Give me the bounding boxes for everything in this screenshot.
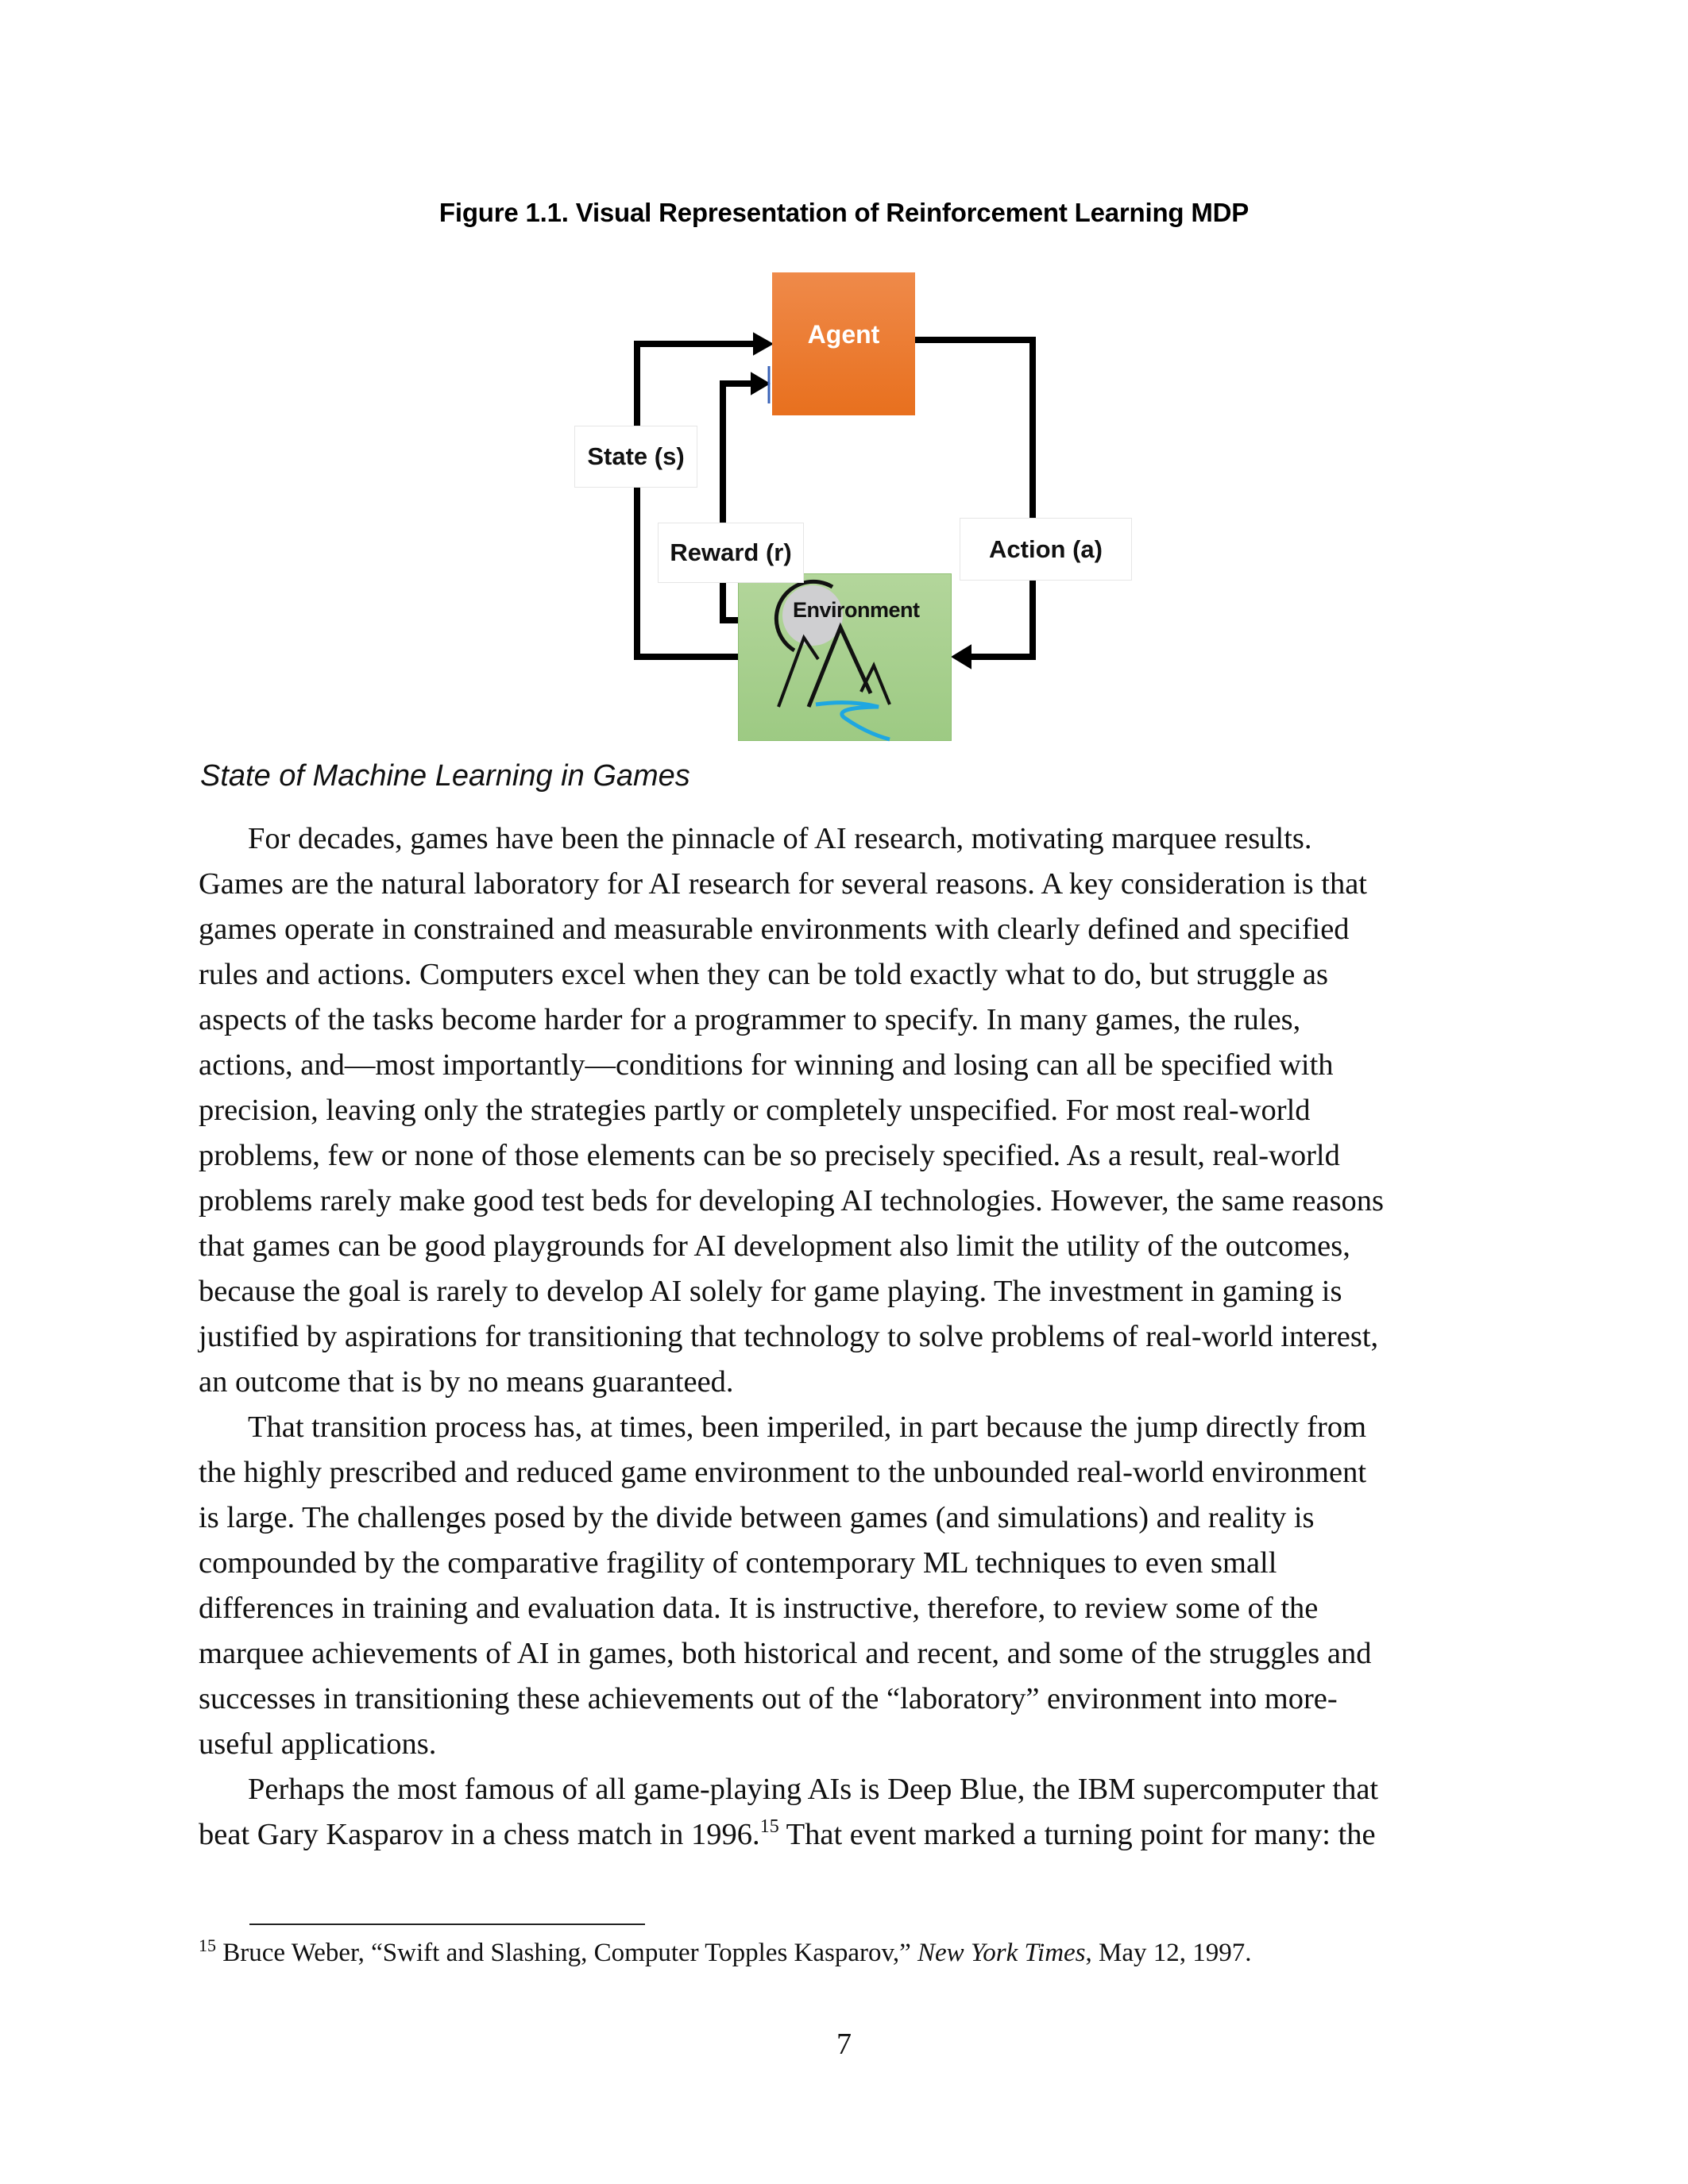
paragraph-text: beat Gary Kasparov in a chess match in 1996. bbox=[199, 1818, 760, 1851]
footnote-text: Bruce Weber, “Swift and Slashing, Computer Topples Kasparov,” bbox=[216, 1939, 918, 1967]
reward-label: Reward (r) bbox=[658, 523, 804, 583]
action-arrowhead bbox=[952, 646, 971, 668]
paragraph-line: because the goal is rarely to develop AI solely for game playing. The investment in gaming is bbox=[199, 1275, 1342, 1308]
paragraph-line bbox=[199, 1816, 1376, 1851]
paragraph-line: games operate in constrained and measurable environments with clearly defined and specified bbox=[199, 913, 1350, 946]
page-number: 7 bbox=[836, 2028, 852, 2061]
paragraph-line: That transition process has, at times, been imperiled, in part because the jump directly from bbox=[248, 1410, 1367, 1444]
paragraph-line: Games are the natural laboratory for AI research for several reasons. A key consideration is that bbox=[199, 867, 1367, 901]
footnote bbox=[199, 1935, 1252, 1968]
state-arrowhead bbox=[754, 334, 772, 354]
agent-label: Agent bbox=[807, 320, 880, 349]
reward-arrowhead bbox=[751, 373, 769, 394]
state-label: State (s) bbox=[574, 426, 697, 488]
figure-caption: Figure 1.1. Visual Representation of Reinforcement Learning MDP bbox=[438, 198, 1250, 227]
paragraph-line: aspects of the tasks become harder for a programmer to specify. In many games, the rules, bbox=[199, 1003, 1301, 1036]
rl-mdp-diagram bbox=[0, 0, 1688, 762]
paragraph-line: is large. The challenges posed by the divide between games (and simulations) and reality is bbox=[199, 1501, 1315, 1534]
paragraph-line: marquee achievements of AI in games, both historical and recent, and some of the struggles and bbox=[199, 1637, 1372, 1670]
environment-node bbox=[738, 573, 952, 741]
section-heading: State of Machine Learning in Games bbox=[200, 759, 690, 793]
paragraph-line: actions, and—most importantly—conditions for winning and losing can all be specified with bbox=[199, 1048, 1334, 1082]
mountain-peak-right bbox=[861, 666, 890, 704]
paragraph-line: problems rarely make good test beds for developing AI technologies. However, the same reasons bbox=[199, 1184, 1385, 1217]
action-label: Action (a) bbox=[960, 518, 1132, 581]
environment-label: Environment bbox=[793, 598, 920, 622]
footnote-number: 15 bbox=[199, 1935, 216, 1955]
paragraph-line: precision, leaving only the strategies partly or completely unspecified. For most real-world bbox=[199, 1094, 1311, 1127]
paragraph-line: that games can be good playgrounds for AI development also limit the utility of the outcomes, bbox=[199, 1229, 1350, 1263]
paragraph-line: an outcome that is by no means guaranteed. bbox=[199, 1365, 734, 1399]
river-icon bbox=[816, 703, 890, 739]
paragraph-text: That event marked a turning point for many: the bbox=[778, 1818, 1376, 1851]
paragraph-line: problems, few or none of those elements can be so precisely specified. As a result, real-world bbox=[199, 1139, 1340, 1172]
footnote-publication: New York Times bbox=[917, 1939, 1086, 1967]
paragraph-line: compounded by the comparative fragility of contemporary ML techniques to even small bbox=[199, 1546, 1277, 1580]
paragraph-line: For decades, games have been the pinnacle of AI research, motivating marquee results. bbox=[248, 822, 1312, 855]
agent-node bbox=[772, 272, 915, 415]
footnote-reference[interactable]: 15 bbox=[759, 1816, 779, 1837]
paragraph-line: useful applications. bbox=[199, 1727, 437, 1761]
paragraph-line: successes in transitioning these achievements out of the “laboratory” environment into more- bbox=[199, 1682, 1338, 1715]
paragraph-line: differences in training and evaluation data. It is instructive, therefore, to review some of the bbox=[199, 1592, 1319, 1625]
paragraph-line: rules and actions. Computers excel when they can be told exactly what to do, but struggle as bbox=[199, 958, 1328, 991]
paragraph-line: justified by aspirations for transitioning that technology to solve problems of real-world interest, bbox=[199, 1320, 1379, 1353]
footnote-text-end: , May 12, 1997. bbox=[1085, 1939, 1252, 1967]
footnote-separator bbox=[249, 1924, 645, 1925]
paragraph-line: the highly prescribed and reduced game environment to the unbounded real-world environment bbox=[199, 1456, 1367, 1489]
paragraph-line: Perhaps the most famous of all game-playing AIs is Deep Blue, the IBM supercomputer that bbox=[248, 1773, 1379, 1806]
